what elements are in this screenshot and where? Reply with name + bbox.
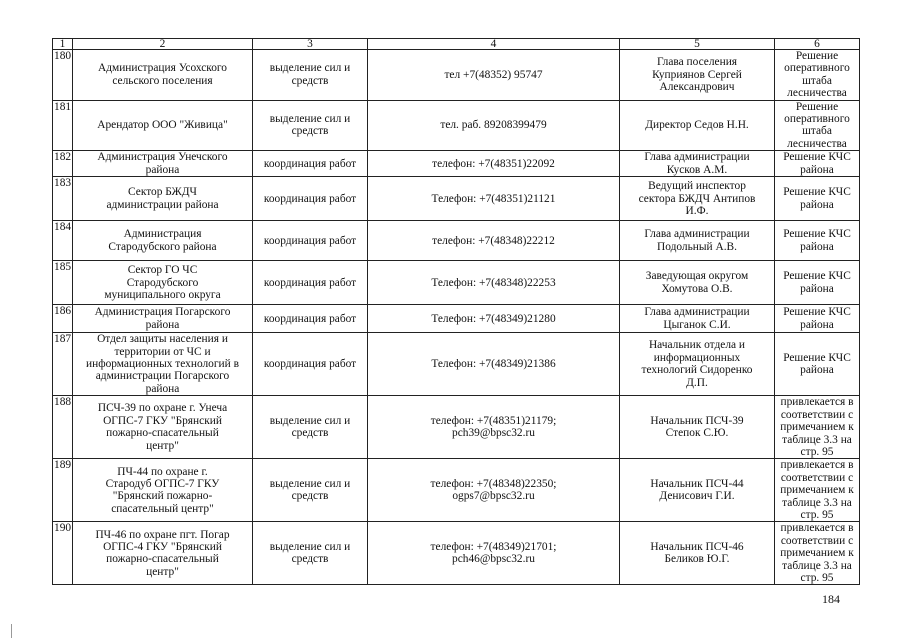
cell-head: Ведущий инспектор сектора БЖДЧ Антипов И.Ф. [620, 177, 775, 221]
cell-basis: Решение КЧС района [775, 305, 860, 333]
data-table [52, 38, 860, 585]
header-row [53, 39, 860, 50]
cell-head: Заведующая округом Хомутова О.В. [620, 261, 775, 305]
cell-num: 185 [53, 261, 73, 305]
cell-basis: Решение КЧС района [775, 151, 860, 177]
cell-org: Отдел защиты населения и территории от ЧС и информационных технологий в администрации Погарского района [73, 333, 253, 396]
cell-org: Администрация Усохского сельского поселения [73, 50, 253, 101]
cell-phone: тел +7(48352) 95747 [368, 50, 620, 101]
table-row [53, 50, 860, 101]
cell-num: 180 [53, 50, 73, 101]
cell-phone: телефон: +7(48351)22092 [368, 151, 620, 177]
scan-edge-mark [11, 624, 12, 638]
cell-basis: привлекается в соответствии с примечанием к таблице 3.3 на стр. 95 [775, 459, 860, 522]
cell-basis: Решение оперативного штаба лесничества [775, 100, 860, 151]
cell-phone: тел. раб. 89208399479 [368, 100, 620, 151]
cell-basis: привлекается в соответствии с примечанием к таблице 3.3 на стр. 95 [775, 396, 860, 459]
cell-num: 190 [53, 522, 73, 585]
cell-num: 187 [53, 333, 73, 396]
cell-basis: привлекается в соответствии с примечанием к таблице 3.3 на стр. 95 [775, 522, 860, 585]
cell-phone: Телефон: +7(48348)22253 [368, 261, 620, 305]
table-row [53, 151, 860, 177]
cell-org: ПСЧ-39 по охране г. Унеча ОГПС-7 ГКУ "Брянский пожарно-спасательный центр" [73, 396, 253, 459]
table-row [53, 100, 860, 151]
table-row [53, 396, 860, 459]
cell-org: Арендатор ООО "Живица" [73, 100, 253, 151]
cell-basis: Решение КЧС района [775, 221, 860, 261]
cell-num: 183 [53, 177, 73, 221]
cell-num: 186 [53, 305, 73, 333]
cell-phone: Телефон: +7(48349)21386 [368, 333, 620, 396]
cell-head: Директор Седов Н.Н. [620, 100, 775, 151]
cell-basis: Решение КЧС района [775, 261, 860, 305]
cell-type: выделение сил и средств [253, 396, 368, 459]
table-row [53, 333, 860, 396]
cell-head: Начальник ПСЧ-44 Денисович Г.И. [620, 459, 775, 522]
cell-org: Администрация Стародубского района [73, 221, 253, 261]
cell-type: координация работ [253, 151, 368, 177]
cell-org: ПЧ-44 по охране г. Стародуб ОГПС-7 ГКУ "Брянский пожарно- спасательный центр" [73, 459, 253, 522]
cell-org: ПЧ-46 по охране пгт. Погар ОГПС-4 ГКУ "Брянский пожарно-спасательный центр" [73, 522, 253, 585]
table-row [53, 221, 860, 261]
cell-num: 181 [53, 100, 73, 151]
cell-org: Сектор БЖДЧ администрации района [73, 177, 253, 221]
cell-basis: Решение оперативного штаба лесничества [775, 50, 860, 101]
table-row [53, 261, 860, 305]
cell-num: 188 [53, 396, 73, 459]
cell-phone: Телефон: +7(48351)21121 [368, 177, 620, 221]
page-number: 184 [822, 592, 840, 606]
cell-type: выделение сил и средств [253, 459, 368, 522]
header-cell: 2 [73, 39, 253, 50]
cell-phone: телефон: +7(48348)22350; ogps7@bpsc32.ru [368, 459, 620, 522]
cell-phone: телефон: +7(48348)22212 [368, 221, 620, 261]
header-cell: 3 [253, 39, 368, 50]
cell-head: Глава администрации Цыганок С.И. [620, 305, 775, 333]
header-cell: 1 [53, 39, 73, 50]
cell-type: выделение сил и средств [253, 522, 368, 585]
cell-org: Администрация Погарского района [73, 305, 253, 333]
header-cell: 6 [775, 39, 860, 50]
cell-num: 182 [53, 151, 73, 177]
cell-phone: телефон: +7(48351)21179; pch39@bpsc32.ru [368, 396, 620, 459]
cell-type: координация работ [253, 261, 368, 305]
cell-type: координация работ [253, 221, 368, 261]
cell-phone: Телефон: +7(48349)21280 [368, 305, 620, 333]
table-row [53, 305, 860, 333]
cell-type: координация работ [253, 333, 368, 396]
cell-head: Начальник ПСЧ-39 Степок С.Ю. [620, 396, 775, 459]
table-row [53, 177, 860, 221]
cell-phone: телефон: +7(48349)21701; pch46@bpsc32.ru [368, 522, 620, 585]
header-cell: 5 [620, 39, 775, 50]
cell-type: выделение сил и средств [253, 50, 368, 101]
cell-type: выделение сил и средств [253, 100, 368, 151]
cell-head: Глава администрации Подольный А.В. [620, 221, 775, 261]
cell-num: 184 [53, 221, 73, 261]
cell-head: Начальник отдела и информационных технологий Сидоренко Д.П. [620, 333, 775, 396]
header-cell: 4 [368, 39, 620, 50]
table-row [53, 522, 860, 585]
cell-org: Администрация Унечского района [73, 151, 253, 177]
cell-type: координация работ [253, 305, 368, 333]
table-row [53, 459, 860, 522]
cell-basis: Решение КЧС района [775, 333, 860, 396]
cell-basis: Решение КЧС района [775, 177, 860, 221]
cell-head: Начальник ПСЧ-46 Беликов Ю.Г. [620, 522, 775, 585]
cell-type: координация работ [253, 177, 368, 221]
cell-head: Глава поселения Куприянов Сергей Александрович [620, 50, 775, 101]
cell-head: Глава администрации Кусков А.М. [620, 151, 775, 177]
cell-org: Сектор ГО ЧС Стародубского муниципального округа [73, 261, 253, 305]
cell-num: 189 [53, 459, 73, 522]
